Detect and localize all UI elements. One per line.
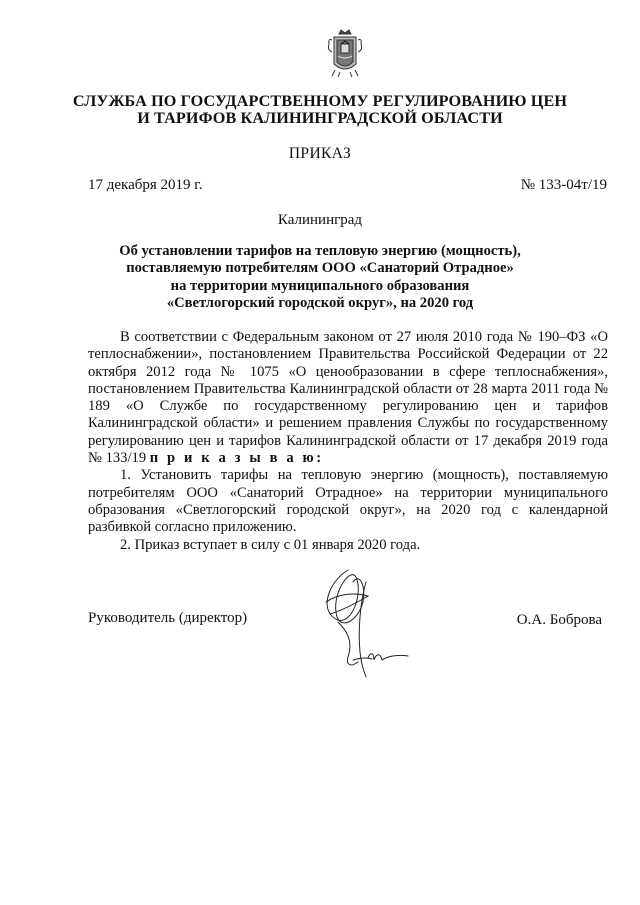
document-number: № 133-04т/19	[520, 177, 607, 193]
document-title	[80, 243, 560, 312]
title-line: «Светлогорский городской округ», на 2020 год	[166, 294, 474, 311]
preamble-text: В соответствии с Федеральным законом от 27 июля 2010 года № 190–ФЗ «О теплоснабжении», постановлением Правительства Российской Федерации от 22 октября 2012 года № 1075 «О ценообразовании в сфере теплоснабжения», постановлением Правительства Калининградской области от 28 марта 2011 года № 189 «О Службе по государственному регулированию цен и тарифов Калининградской области» и решением правления Службы по государственному регулированию цен и тарифов Калининградской области от 17 декабря 2019 года № 133/19	[88, 329, 608, 467]
signatory-role: Руководитель (директор)	[88, 610, 248, 626]
order-item-2: 2. Приказ вступает в силу с 01 января 2020 года.	[120, 536, 421, 553]
order-word: п р и к а з ы в а ю:	[149, 450, 324, 467]
order-item-1: 1. Установить тарифы на тепловую энергию (мощность), поставляемую потребителям ООО «Санаторий Отрадное» на территории муниципального образования «Светлогорский городской округ», на 2020 год с календарной разбивкой согласно приложению.	[88, 467, 608, 536]
agency-name-line2: И ТАРИФОВ КАЛИНИНГРАДСКОЙ ОБЛАСТИ	[137, 109, 503, 127]
preamble-paragraph	[88, 329, 608, 467]
title-line: на территории муниципального образования	[170, 277, 470, 294]
coat-of-arms-icon	[326, 28, 364, 78]
signatory-name: О.А. Боброва	[516, 612, 602, 628]
document-date: 17 декабря 2019 г.	[88, 177, 203, 193]
agency-name-line1: СЛУЖБА ПО ГОСУДАРСТВЕННОМУ РЕГУЛИРОВАНИЮ ЦЕН	[72, 92, 568, 110]
handwritten-signature	[308, 562, 416, 680]
title-line: поставляемую потребителям ООО «Санаторий Отрадное»	[126, 260, 514, 277]
document-city: Калининград	[277, 212, 363, 228]
document-body	[88, 329, 608, 554]
document-type: ПРИКАЗ	[288, 145, 352, 162]
title-line: Об установлении тарифов на тепловую энергию (мощность),	[119, 243, 521, 259]
